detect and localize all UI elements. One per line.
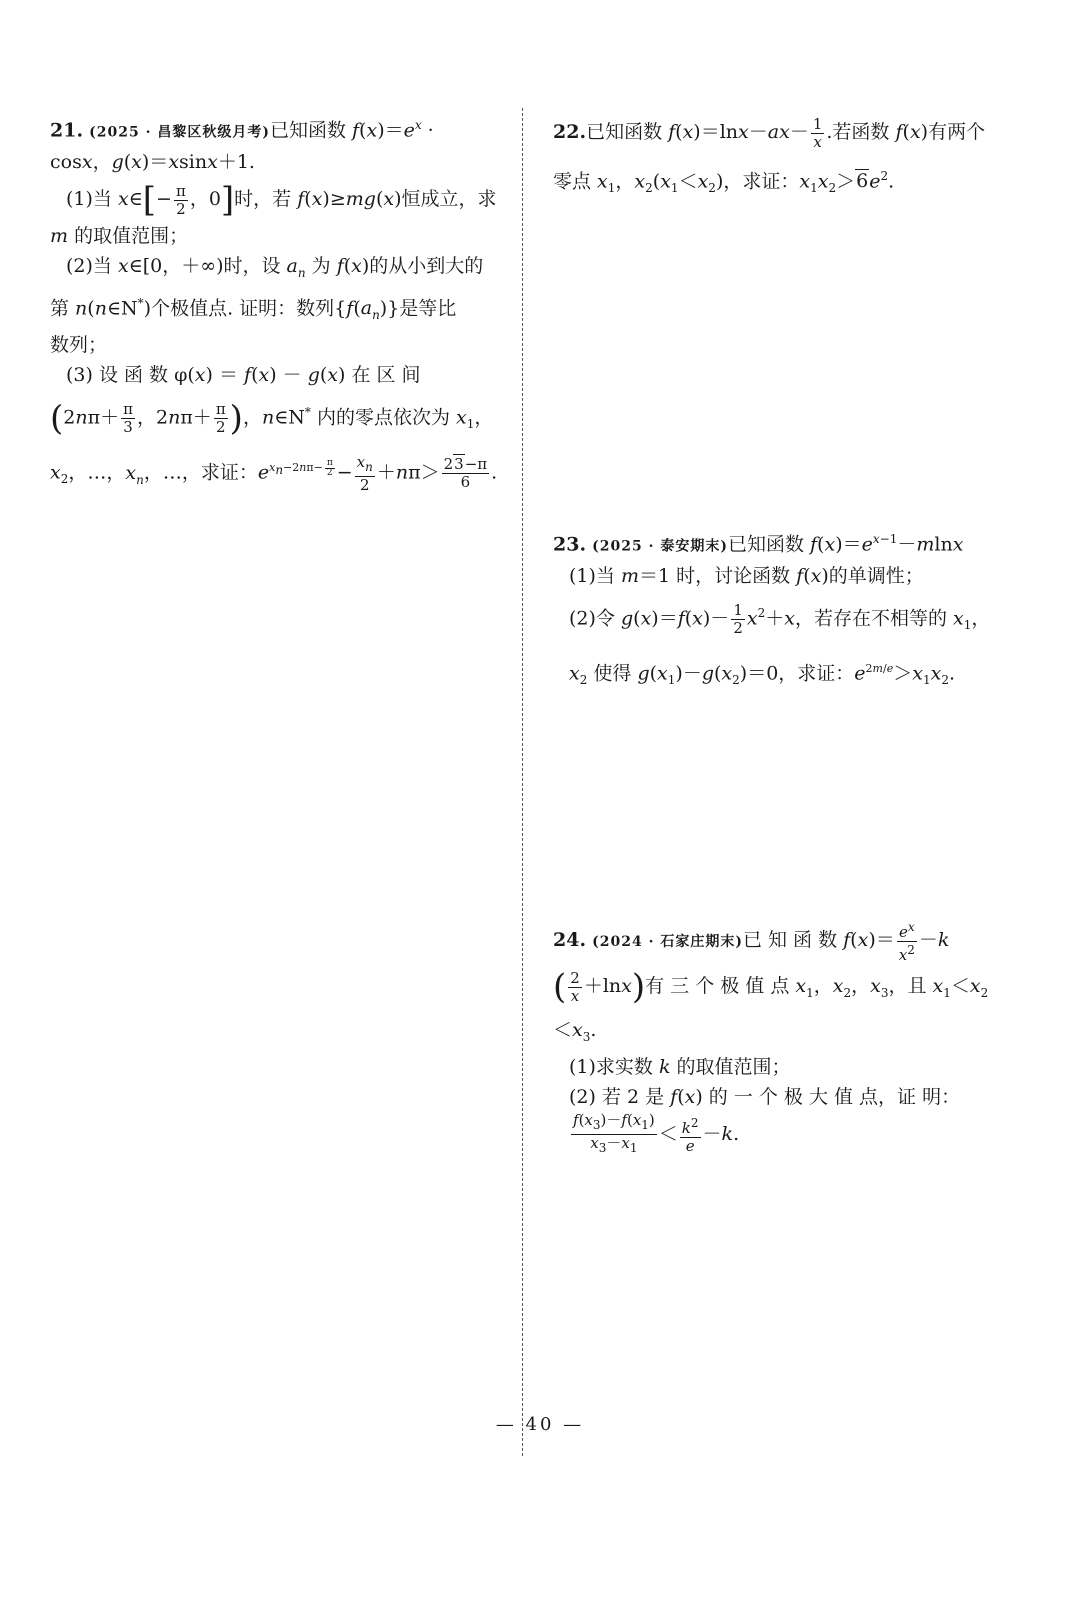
problem-source: (2025 · 昌黎区秋级月考): [89, 124, 270, 141]
problem-23: 23. (2025 · 泰安期末)已知函数 $f(x)=e^{x-1}-mlnx$ (1)当 m＝1 时，讨论函数 f(x)的单调性； (2)令 g(x)＝f(x)－ $\frac{1}{2}$ $x^2+x$，若存在不相等的 $x_1$， $x_2$ 使得 $g(x_1)-g(x_2)=0$，求证：$e^{2m/e}>x_1x_2$.: [553, 532, 991, 688]
problem-21: 21. (2025 · 昌黎区秋级月考)已知函数 $f(x)=e^x$ · cosx，g(x)＝xsinx＋1. (1)当 x∈[− $\frac{\pi}{2}$ ，0]时，若 f(x)≥mg(x)恒成立，求 m 的取值范围； (2)当 x∈[0，＋∞)时，设 $a_n$ 为 f(x)的从小到大的 第 n(n∈N*)个极值点. 证明：数列$\{f(a_n)\}$是等比 数列； (3) 设 函 数 φ(x) ＝ f(x) － g(x) 在 区 间 (2nπ＋ $\frac{\pi}{3}$ ，2nπ＋ $\frac{\pi}{2}$ )，n∈N* 内的零点依次为 $x_1$， $x_2$，…，$x_n$，…，求证：$e^{x_n-2n\pi- \frac{\pi}{2}}$ − $\frac{x_n}{2}$ ＋nπ＞ $\frac{23-\pi}{6}$ .: [50, 118, 498, 494]
problem-source: (2025 · 泰安期末): [592, 538, 728, 555]
problem-number: 23.: [553, 533, 587, 556]
problem-number: 24.: [553, 929, 587, 951]
problem-number: 22.: [553, 121, 587, 143]
column-divider: [522, 108, 523, 1456]
problem-number: 21.: [50, 119, 84, 142]
page-number: — 40 —: [495, 1414, 585, 1435]
problem-source: (2024 · 石家庄期末): [592, 934, 743, 950]
problem-22: 22.已知函数 f(x)＝lnx－ax－ $\frac{1}{x}$ .若函数 f(x)有两个 零点 $x_1$，$x_2(x_1<x_2)$，求证：$x_1x_2>6e^2$.: [553, 114, 986, 196]
problem-24: 24. (2024 · 石家庄期末)已 知 函 数 f(x)＝ $\frac{e^x}{x^2}$ －k ( $\frac{2}{x}$ ＋lnx)有 三 个 极 值 点 $x_1$，$x_2$，$x_3$，且 $x_1<x_2$ $<x_3$. (1)求实数 k 的取值范围； (2) 若 2 是 f(x) 的 一 个 极 大 值 点，证 明： $\frac{f(x_3)-f(x_1)}{x_3-x_1}$ ＜ $\frac{k^2}{e}$ －k.: [553, 919, 989, 1156]
